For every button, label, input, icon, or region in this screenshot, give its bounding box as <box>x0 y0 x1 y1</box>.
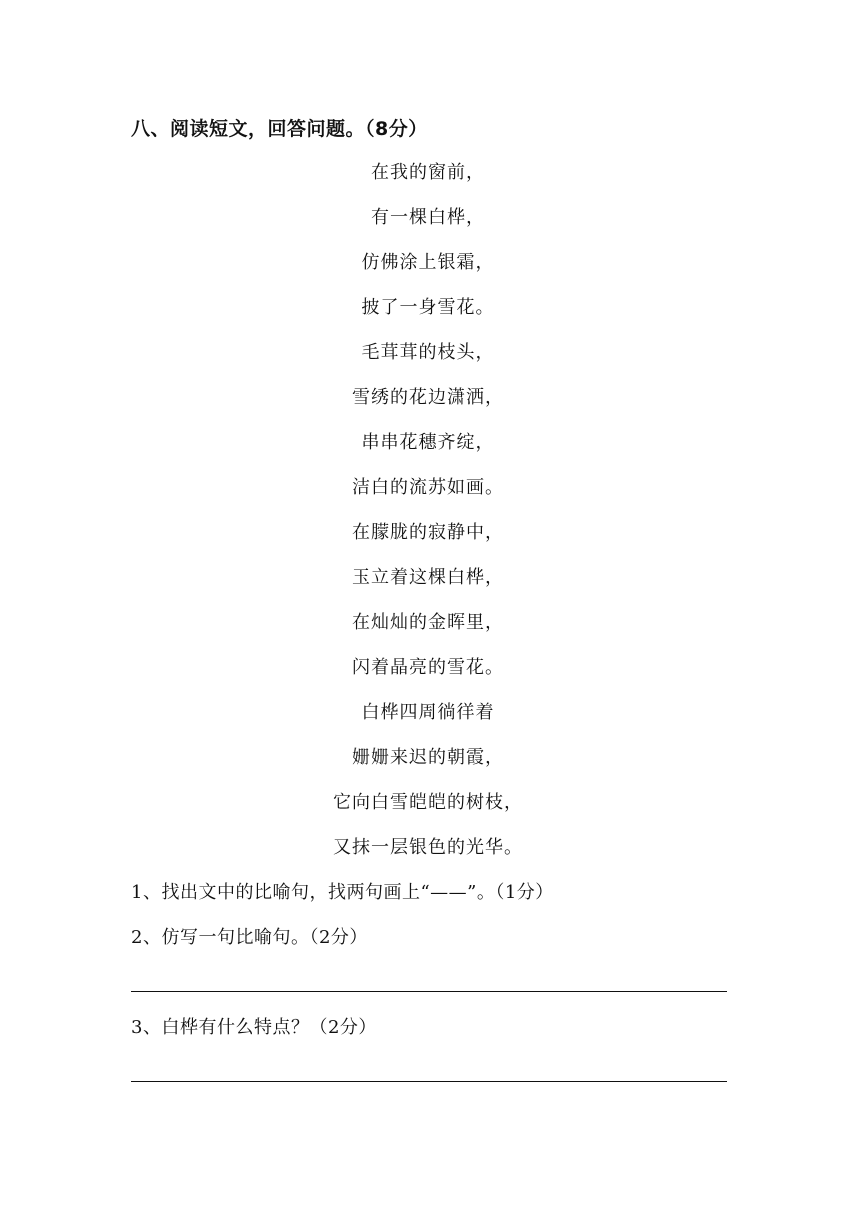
poem-line: 雪绣的花边潇洒， <box>352 387 504 408</box>
poem-line: 在灿灿的金晖里， <box>352 612 504 633</box>
poem-line: 姗姗来迟的朝霞， <box>352 747 504 768</box>
question-1: 1、找出文中的比喻句，找两句画上“——”。（1分） <box>131 882 554 903</box>
question-2: 2、仿写一句比喻句。（2分） <box>131 927 368 948</box>
question-3: 3、白桦有什么特点？（2分） <box>131 1017 377 1038</box>
poem-line: 在朦胧的寂静中， <box>352 522 504 543</box>
poem-line: 有一棵白桦， <box>371 207 485 228</box>
poem-line: 玉立着这棵白桦， <box>352 567 504 588</box>
poem-line: 它向白雪皑皑的树枝， <box>333 792 523 813</box>
poem <box>130 158 726 878</box>
poem-line: 白桦四周徜徉着 <box>361 702 495 723</box>
poem-line: 又抹一层银色的光华。 <box>333 837 523 858</box>
poem-line: 洁白的流苏如画。 <box>352 477 504 498</box>
answer-line-question-2[interactable] <box>131 991 727 992</box>
poem-line: 在我的窗前， <box>371 162 485 183</box>
poem-line: 毛茸茸的枝头， <box>361 342 495 363</box>
answer-line-question-3[interactable] <box>131 1081 727 1082</box>
poem-line: 闪着晶亮的雪花。 <box>352 657 504 678</box>
poem-line: 仿佛涂上银霜， <box>361 252 495 273</box>
section-heading: 八、阅读短文，回答问题。（8分） <box>131 118 428 140</box>
poem-line: 披了一身雪花。 <box>361 297 495 318</box>
poem-line: 串串花穗齐绽， <box>361 432 495 453</box>
